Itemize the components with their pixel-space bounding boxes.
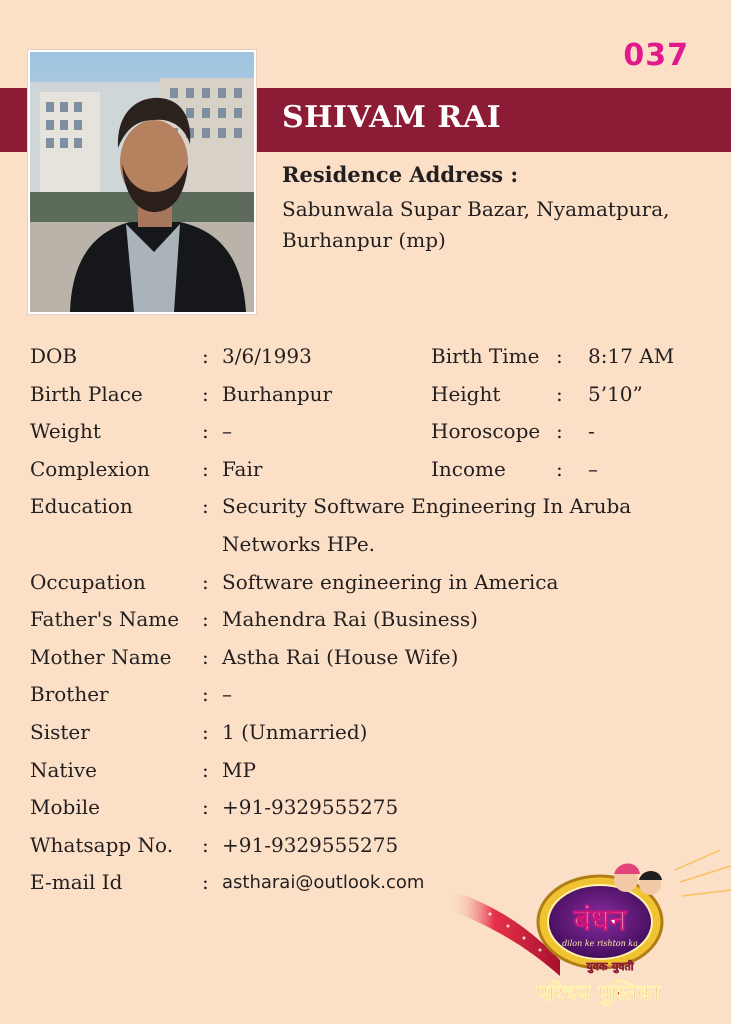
birth-time-label: Birth Time bbox=[431, 344, 540, 368]
bandhan-logo bbox=[450, 850, 731, 1024]
separator: : bbox=[556, 381, 563, 406]
horoscope-value: - bbox=[588, 419, 595, 444]
mother-value: Astha Rai (House Wife) bbox=[222, 644, 459, 669]
profile-photo bbox=[28, 50, 256, 314]
separator: : bbox=[202, 757, 209, 782]
separator: : bbox=[556, 419, 563, 444]
income-value: – bbox=[588, 456, 598, 481]
separator: : bbox=[202, 419, 209, 444]
birth-time-value: 8:17 AM bbox=[588, 344, 675, 368]
income-label: Income bbox=[431, 456, 506, 481]
sister-value: 1 (Unmarried) bbox=[222, 719, 368, 744]
whatsapp-value: +91-9329555275 bbox=[222, 832, 399, 857]
address-line: Sabunwala Supar Bazar, Nyamatpura, bbox=[282, 197, 670, 221]
brother-value: – bbox=[222, 682, 232, 707]
page-number: 037 bbox=[623, 38, 689, 73]
sister-label: Sister bbox=[30, 719, 90, 744]
separator: : bbox=[202, 494, 209, 519]
occupation-label: Occupation bbox=[30, 569, 146, 594]
logo-bottom: परिचय पुस्तिका bbox=[536, 981, 660, 1006]
height-label: Height bbox=[431, 381, 501, 406]
separator: : bbox=[202, 832, 209, 857]
father-label: Father's Name bbox=[30, 607, 180, 632]
logo-tagline: dilon ke rishton ka bbox=[562, 939, 638, 948]
separator: : bbox=[202, 456, 209, 481]
occupation-value: Software engineering in America bbox=[222, 569, 559, 594]
email-value: astharai@outlook.com bbox=[222, 872, 425, 894]
separator: : bbox=[202, 870, 209, 895]
weight-value: – bbox=[222, 419, 232, 444]
whatsapp-label: Whatsapp No. bbox=[30, 832, 174, 857]
education-value: Security Software Engineering In Aruba Networks HPe. bbox=[222, 494, 632, 556]
separator: : bbox=[556, 456, 563, 481]
separator: : bbox=[202, 569, 209, 594]
dob-label: DOB bbox=[30, 344, 78, 368]
profile-name: SHIVAM RAI bbox=[282, 100, 502, 135]
complexion-label: Complexion bbox=[30, 456, 150, 481]
logo-sub: युवक-युवती bbox=[586, 960, 634, 973]
email-label: E-mail Id bbox=[30, 870, 123, 895]
birth-place-label: Birth Place bbox=[30, 381, 143, 406]
height-value: 5’10” bbox=[588, 381, 643, 406]
complexion-value: Fair bbox=[222, 456, 263, 481]
separator: : bbox=[556, 344, 563, 368]
separator: : bbox=[202, 344, 209, 368]
birth-place-value: Burhanpur bbox=[222, 381, 333, 406]
mobile-value: +91-9329555275 bbox=[222, 795, 399, 820]
logo-title: बंधन bbox=[573, 903, 627, 938]
native-label: Native bbox=[30, 757, 97, 782]
brother-label: Brother bbox=[30, 682, 109, 707]
separator: : bbox=[202, 682, 209, 707]
father-value: Mahendra Rai (Business) bbox=[222, 607, 478, 632]
address-heading: Residence Address : bbox=[282, 162, 519, 187]
horoscope-label: Horoscope bbox=[431, 419, 541, 444]
dob-value: 3/6/1993 bbox=[222, 344, 312, 368]
separator: : bbox=[202, 795, 209, 820]
address-line: Burhanpur (mp) bbox=[282, 228, 446, 252]
address-block bbox=[282, 194, 722, 256]
education-label: Education bbox=[30, 494, 133, 519]
separator: : bbox=[202, 719, 209, 744]
mobile-label: Mobile bbox=[30, 795, 100, 820]
separator: : bbox=[202, 644, 209, 669]
separator: : bbox=[202, 381, 209, 406]
mother-label: Mother Name bbox=[30, 644, 172, 669]
native-value: MP bbox=[222, 757, 256, 782]
separator: : bbox=[202, 607, 209, 632]
weight-label: Weight bbox=[30, 419, 101, 444]
